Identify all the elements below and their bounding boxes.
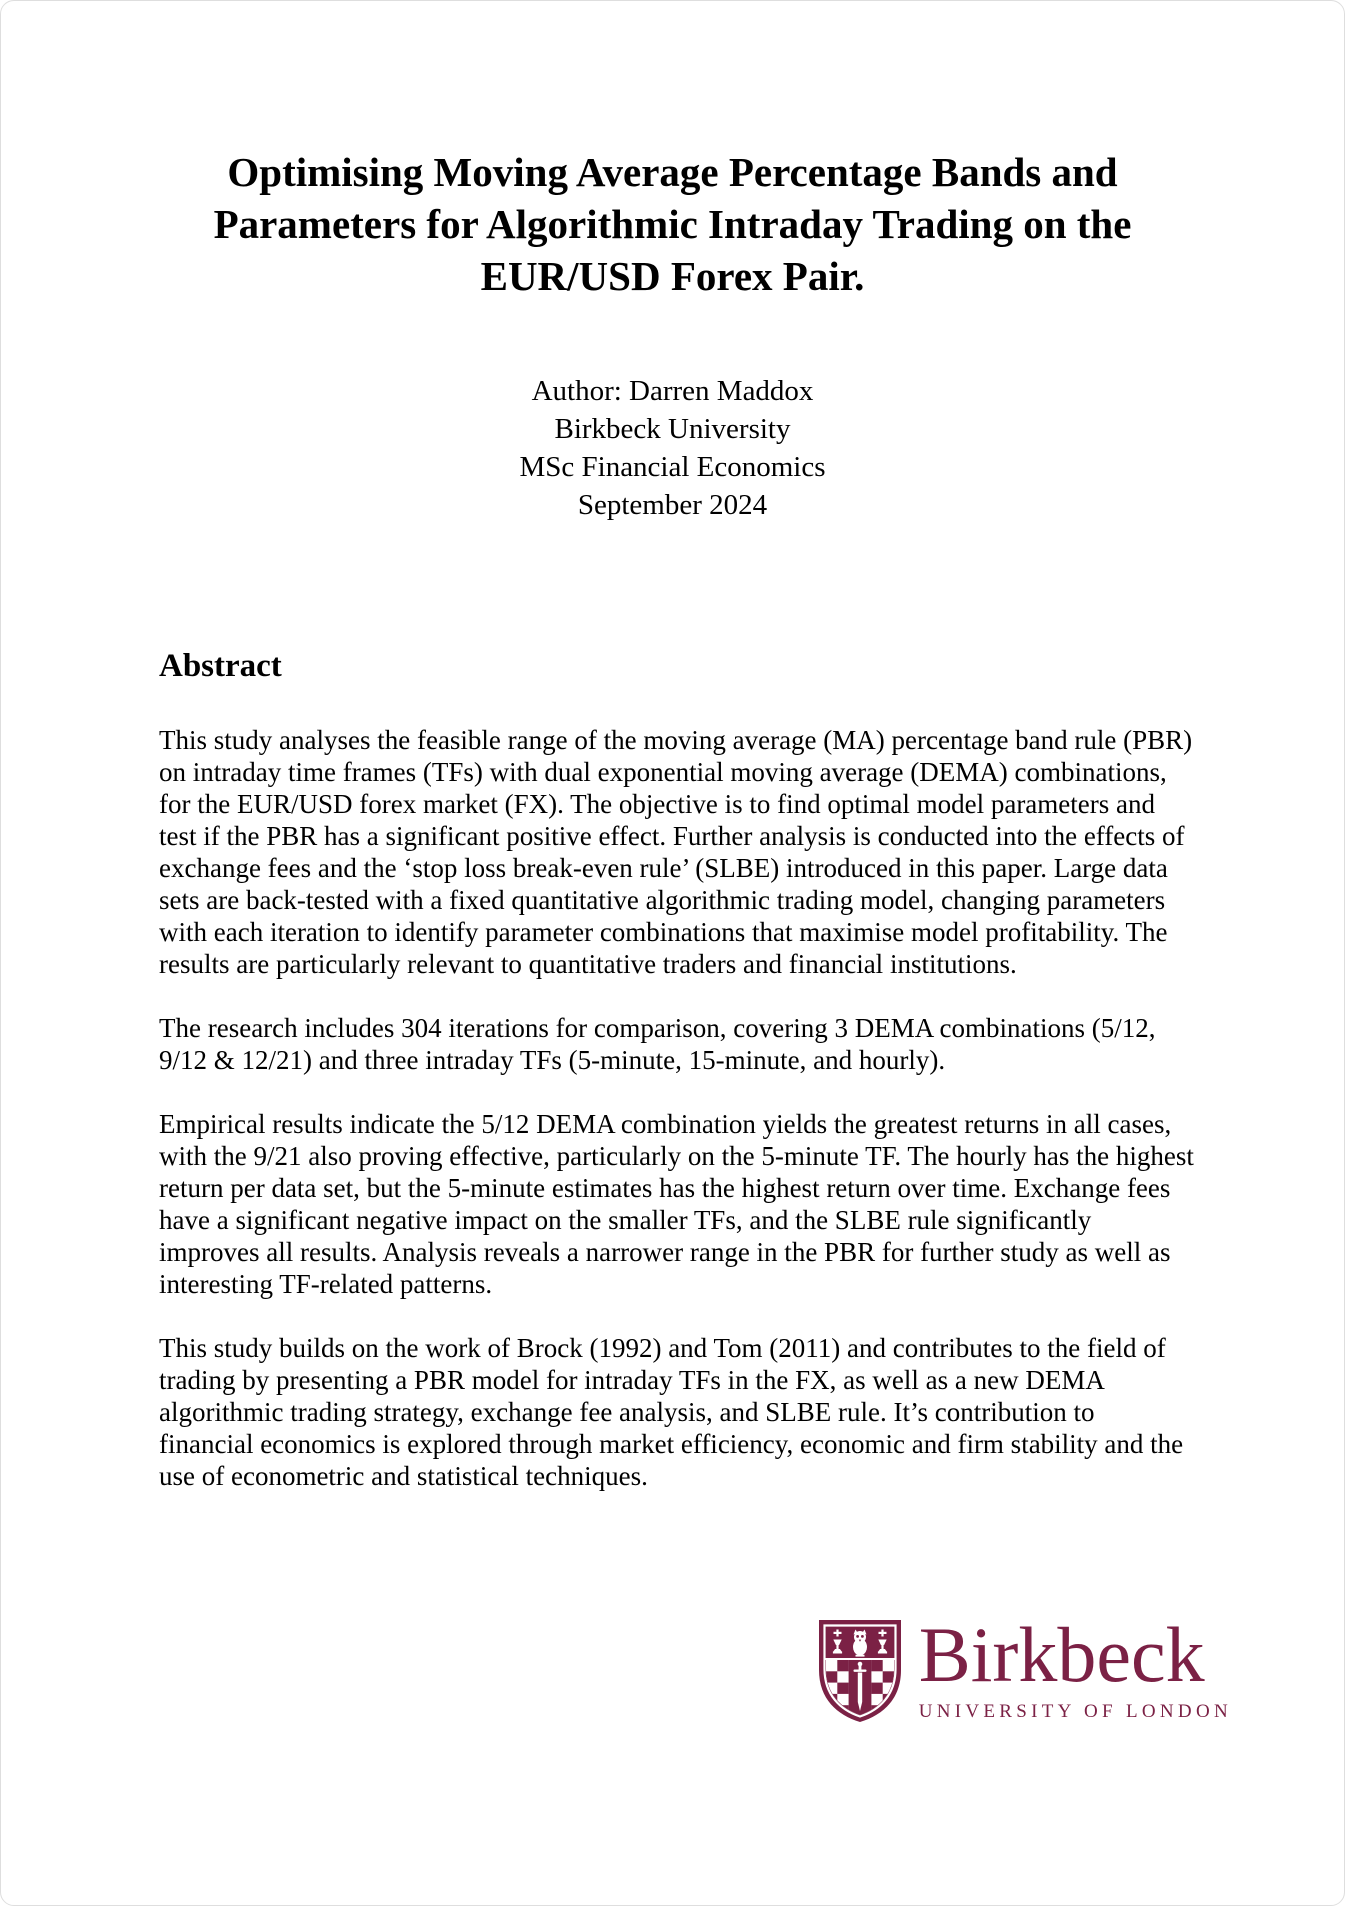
birkbeck-wordmark <box>918 1611 1232 1723</box>
paper-title-line-2: Parameters for Algorithmic Intraday Trading on the <box>213 201 1132 247</box>
author-block <box>1 372 1344 524</box>
paper-title-line-1: Optimising Moving Average Percentage Bands and <box>227 149 1118 195</box>
abstract-heading: Abstract <box>159 648 282 684</box>
author-program: MSc Financial Economics <box>519 451 826 483</box>
birkbeck-logo <box>817 1611 1232 1729</box>
abstract-paragraph: This study analyses the feasible range of the moving average (MA) percentage band rule (PBR) on intraday time frames (TFs) with dual exponential moving average (DEMA) combinations, for the EUR/USD forex market (FX). The objective is to find optimal model parameters and test if the PBR has a significant positive effect. Further analysis is conducted into the effects of exchange fees and the ‘stop loss break-even rule’ (SLBE) introduced in this paper. Large data sets are back-tested with a fixed quantitative algorithmic trading model, changing parameters with each iteration to identify parameter combinations that maximise model profitability. The results are particularly relevant to quantitative traders and financial institutions. <box>159 725 1193 979</box>
author-university: Birkbeck University <box>554 413 791 445</box>
paper-title <box>121 1 1224 302</box>
abstract-paragraph: This study builds on the work of Brock (1992) and Tom (2011) and contributes to the field of trading by presenting a PBR model for intraday TFs in the FX, as well as a new DEMA algorithmic trading strategy, exchange fee analysis, and SLBE rule. It’s contribution to financial economics is explored through market efficiency, economic and firm stability and the use of econometric and statistical techniques. <box>159 1333 1184 1491</box>
abstract-body <box>159 724 1194 1492</box>
birkbeck-wordmark-name: Birkbeck <box>918 1611 1205 1698</box>
author-date: September 2024 <box>577 489 768 521</box>
abstract-paragraph: The research includes 304 iterations for comparison, covering 3 DEMA combinations (5/12, 9/12 & 12/21) and three intraday TFs (5-minute, 15-minute, and hourly). <box>159 1013 1156 1075</box>
birkbeck-wordmark-subtitle: UNIVERSITY OF LONDON <box>918 1701 1232 1722</box>
paper-title-line-3: EUR/USD Forex Pair. <box>480 253 865 299</box>
abstract-paragraph: Empirical results indicate the 5/12 DEMA combination yields the greatest returns in all cases, with the 9/21 also proving effective, particularly on the 5-minute TF. The hourly has the highest return per data set, but the 5-minute estimates has the highest return over time. Exchange fees have a significant negative impact on the smaller TFs, and the SLBE rule significantly improves all results. Analysis reveals a narrower range in the PBR for further study as well as interesting TF-related patterns. <box>159 1109 1194 1299</box>
birkbeck-crest-icon <box>817 1618 903 1729</box>
author-name: Author: Darren Maddox <box>531 375 814 407</box>
